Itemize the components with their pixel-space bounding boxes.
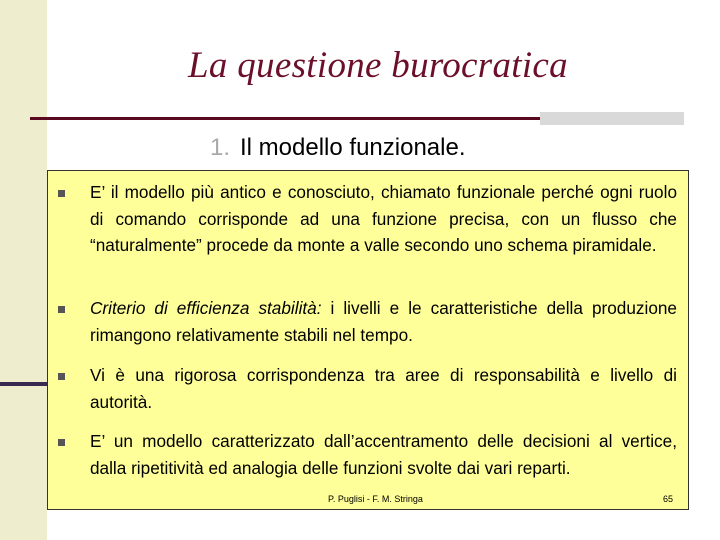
item-emphasis: Criterio di efficienza stabilità: (90, 298, 322, 318)
slide-subtitle (210, 134, 465, 162)
slide-title: La questione burocratica (188, 45, 568, 86)
left-side-marker (0, 382, 48, 386)
bullet-square-icon (58, 373, 65, 380)
item-text: Vi è una rigorosa corrispondenza tra aree di responsabilità e livello di autorità. (90, 365, 677, 412)
title-underline (30, 117, 540, 120)
title-rule-accent (540, 112, 684, 125)
bullet-square-icon (58, 190, 65, 197)
subtitle-text: Il modello funzionale. (240, 134, 466, 161)
bullet-square-icon (58, 306, 65, 313)
item-text-rest: i livelli e le caratteristiche della produzione rimangono relativamente stabili nel tempo. (90, 298, 677, 345)
footer-author: P. Puglisi - F. M. Stringa (328, 494, 423, 504)
item-text (90, 295, 677, 348)
item-text: E’ il modello più antico e conosciuto, chiamato funzionale perché ogni ruolo di comando corrisponde ad una funzione precisa, con un flusso che “naturalmente” procede da monte a valle secondo uno schema piramidale. (90, 182, 677, 255)
item-text: E’ un modello caratterizzato dall’accentramento delle decisioni al vertice, dalla ripetitività ed analogia delle funzioni svolte dai vari reparti. (90, 431, 677, 478)
bullet-square-icon (58, 439, 65, 446)
subtitle-number: 1. (210, 134, 231, 161)
page-number: 65 (663, 494, 674, 504)
content-box (47, 170, 689, 510)
